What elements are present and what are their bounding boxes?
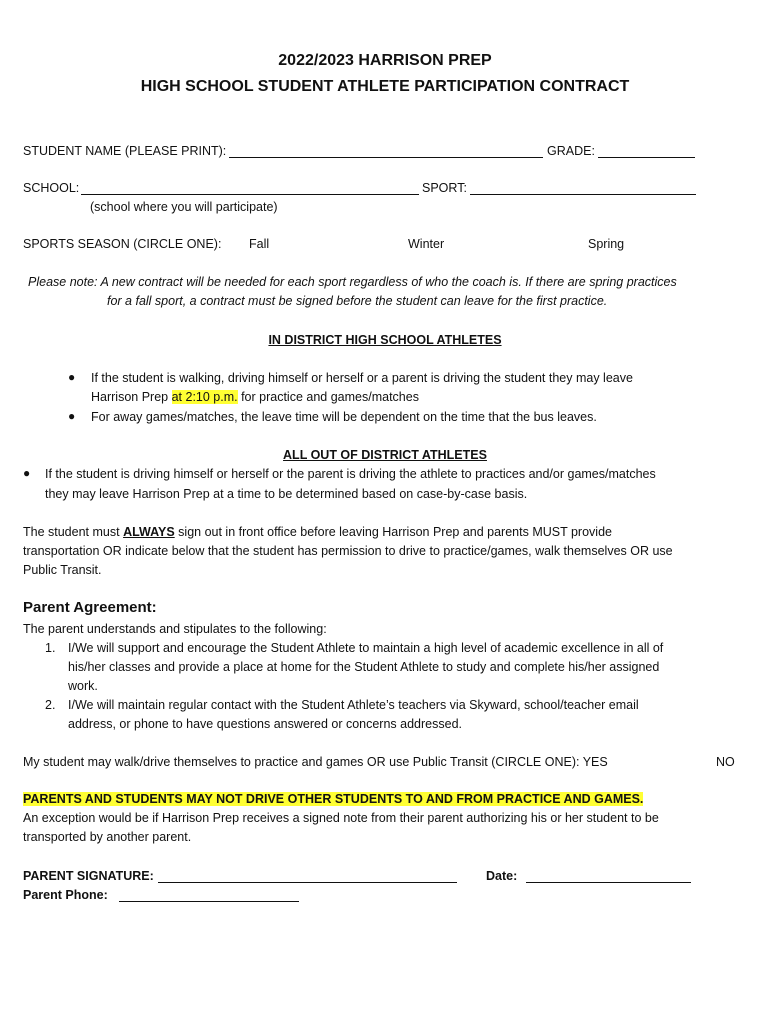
leave-time-highlight: at 2:10 p.m. xyxy=(171,390,238,404)
bullet-icon: ● xyxy=(23,466,31,480)
signout-line-3: Public Transit. xyxy=(23,563,102,577)
out-district-bullet-line-2: they may leave Harrison Prep at a time to be determined based on case-by-case basis. xyxy=(45,487,528,501)
bullet-icon: ● xyxy=(68,409,76,423)
agreement-item-2-line-2: address, or phone to have questions answered or concerns addressed. xyxy=(68,717,462,731)
transit-option-no[interactable]: NO xyxy=(716,755,735,769)
in-district-bullet-1-line-2 xyxy=(91,388,419,407)
text-segment: for practice and games/matches xyxy=(237,390,419,404)
transit-question: My student may walk/drive themselves to practice and games OR use Public Transit (CIRCLE ONE): YES xyxy=(23,755,608,769)
student-name-field[interactable] xyxy=(229,157,543,158)
in-district-bullet-1-line-1: If the student is walking, driving himself or herself or a parent is driving the student they may leave xyxy=(91,371,633,385)
grade-field[interactable] xyxy=(598,157,695,158)
season-label: SPORTS SEASON (CIRCLE ONE): xyxy=(23,237,222,251)
warning-exception-line-2: transported by another parent. xyxy=(23,830,192,844)
page-subtitle: HIGH SCHOOL STUDENT ATHLETE PARTICIPATION CONTRACT xyxy=(140,78,630,95)
note-line-2: for a fall sport, a contract must be signed before the student can leave for the first practice. xyxy=(107,294,608,308)
agreement-item-1-line-2: his/her classes and provide a place at home for the Student Athlete to study and complete his/her assigned xyxy=(68,660,660,674)
season-option-spring[interactable]: Spring xyxy=(588,237,625,251)
agreement-item-2-line-1: I/We will maintain regular contact with the Student Athlete’s teachers via Skyward, school/teacher email xyxy=(68,698,639,712)
date-label: Date: xyxy=(486,869,518,883)
grade-label: GRADE: xyxy=(547,144,595,158)
student-name-label: STUDENT NAME (PLEASE PRINT): xyxy=(23,144,227,158)
sport-label: SPORT: xyxy=(422,181,467,195)
signout-line-1 xyxy=(23,523,612,542)
parent-phone-field[interactable] xyxy=(119,901,299,902)
bullet-icon: ● xyxy=(68,370,76,384)
parent-signature-label: PARENT SIGNATURE: xyxy=(23,869,154,883)
sport-field[interactable] xyxy=(470,194,696,195)
in-district-bullet-2: For away games/matches, the leave time will be dependent on the time that the bus leaves. xyxy=(91,410,597,424)
note-line-1: Please note: A new contract will be needed for each sport regardless of who the coach is. If there are spring practices xyxy=(28,275,677,289)
agreement-item-1-line-3: work. xyxy=(68,679,98,693)
agreement-item-1-line-1: I/We will support and encourage the Student Athlete to maintain a high level of academic excellence in all of xyxy=(68,641,664,655)
in-district-heading: IN DISTRICT HIGH SCHOOL ATHLETES xyxy=(268,333,502,347)
warning-exception-line-1: An exception would be if Harrison Prep receives a signed note from their parent authorizing his or her student to be xyxy=(23,811,659,825)
out-district-heading: ALL OUT OF DISTRICT ATHLETES xyxy=(283,448,487,462)
text-segment: sign out in front office before leaving Harrison Prep and parents MUST provide xyxy=(174,525,612,539)
date-field[interactable] xyxy=(526,882,691,883)
agreement-item-number: 1. xyxy=(45,641,56,655)
agreement-item-number: 2. xyxy=(45,698,56,712)
out-district-bullet-line-1: If the student is driving himself or herself or the parent is driving the athlete to practices and/or games/matches xyxy=(45,467,656,481)
page-title: 2022/2023 HARRISON PREP xyxy=(278,52,492,69)
school-label: SCHOOL: xyxy=(23,181,80,195)
text-segment: The student must xyxy=(23,525,124,539)
parent-signature-field[interactable] xyxy=(158,882,457,883)
school-field[interactable] xyxy=(81,194,419,195)
always-emphasis: ALWAYS xyxy=(123,525,175,539)
warning-highlight: PARENTS AND STUDENTS MAY NOT DRIVE OTHER STUDENTS TO AND FROM PRACTICE AND GAMES. xyxy=(23,792,644,806)
parent-agreement-intro: The parent understands and stipulates to the following: xyxy=(23,622,327,636)
season-option-fall[interactable]: Fall xyxy=(249,237,270,251)
text-segment: Harrison Prep xyxy=(91,390,172,404)
signout-line-2: transportation OR indicate below that the student has permission to drive to practice/games, walk themselves OR use xyxy=(23,544,673,558)
season-option-winter[interactable]: Winter xyxy=(408,237,445,251)
warning-banner xyxy=(23,790,643,809)
parent-phone-label: Parent Phone: xyxy=(23,888,108,902)
parent-agreement-heading: Parent Agreement: xyxy=(23,599,157,616)
school-hint: (school where you will participate) xyxy=(90,200,278,214)
